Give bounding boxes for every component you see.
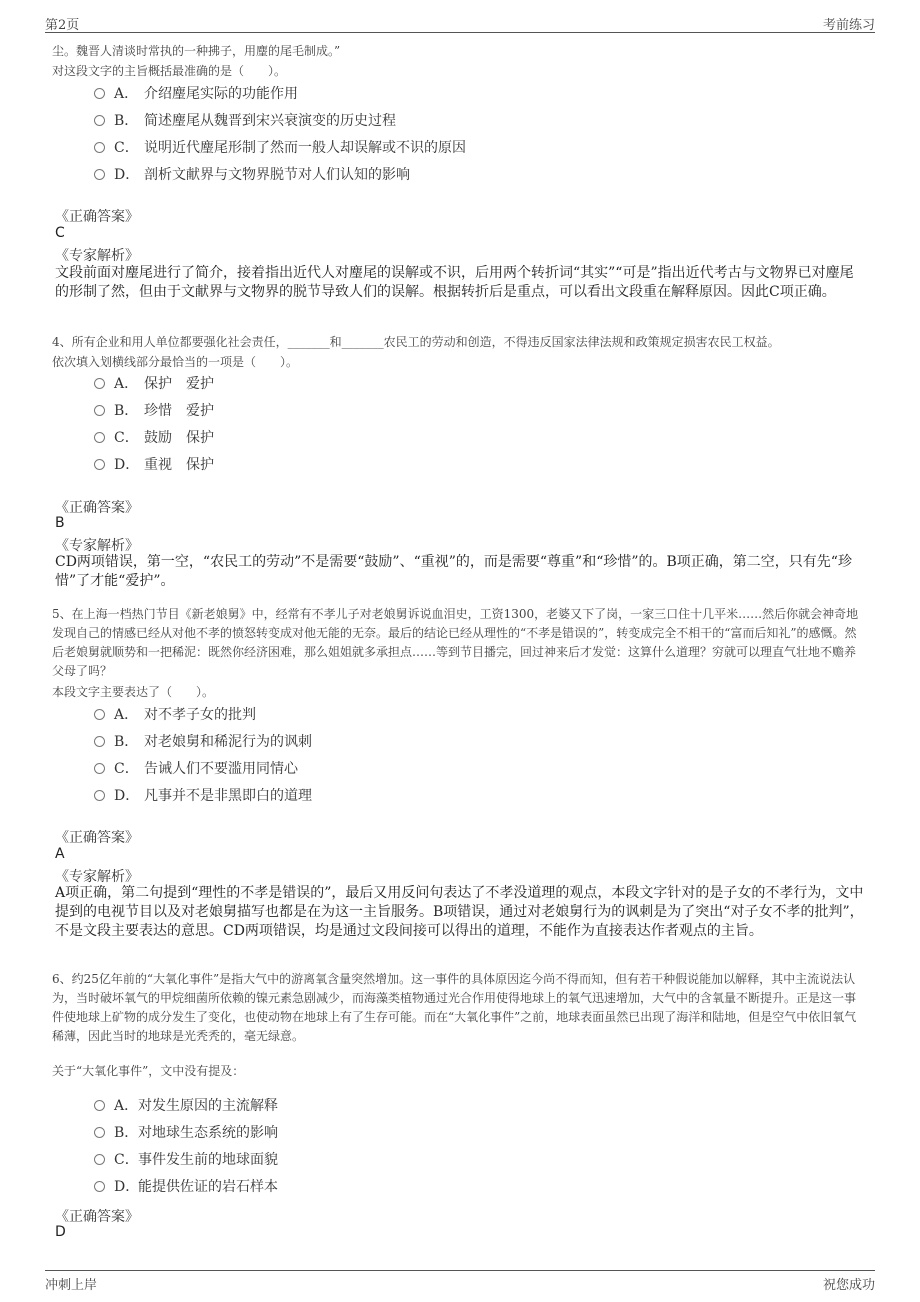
radio-icon[interactable] (94, 405, 105, 416)
q3-answer-label: 《正确答案》 (55, 209, 139, 225)
radio-icon[interactable] (94, 763, 105, 774)
q4-answer: B (55, 515, 65, 531)
option-text: 事件发生前的地球面貌 (138, 1152, 278, 1168)
q3-option-c[interactable]: C． 说明近代麈尾形制了然而一般人却误解或不识的原因 (94, 138, 466, 158)
page-header (45, 12, 875, 33)
q3-intro-tail: 尘。魏晋人清谈时常执的一种拂子，用麈的尾毛制成。” (52, 44, 341, 58)
q3-option-a[interactable]: A． 介绍麈尾实际的功能作用 (94, 84, 298, 104)
q4-question: 4、所有企业和用人单位都要强化社会责任，_______和_______农民工的劳动和创造，不得违反国家法律法规和政策规定损害农民工权益。 (52, 335, 780, 349)
q6-option-d[interactable]: D．能提供佐证的岩石样本 (94, 1177, 278, 1197)
q4-stem: 依次填入划横线部分最恰当的一项是（ ）。 (52, 355, 299, 369)
radio-icon[interactable] (94, 1154, 105, 1165)
q4-analysis-label: 《专家解析》 (55, 538, 139, 554)
q3-option-b[interactable]: B． 简述麈尾从魏晋到宋兴衰演变的历史过程 (94, 111, 396, 131)
q4-option-d[interactable]: D． 重视 保护 (94, 455, 214, 475)
option-text: 对发生原因的主流解释 (138, 1098, 278, 1114)
q6-option-c[interactable]: C．事件发生前的地球面貌 (94, 1150, 278, 1170)
option-text: 凡事并不是非黑即白的道理 (144, 788, 312, 804)
q6-question: 6、约25亿年前的“大氧化事件”是指大气中的游离氧含量突然增加。这一事件的具体原因迄今尚不得而知，但有若干种假说能加以解释，其中主流说法认为，当时破坏氧气的甲烷细菌所依赖的镍元素急剧减少，而海藻类植物通过光合作用使得地球上的氧气迅速增加，大气中的含氧量不断提升。正是这一事件使地球上矿物的成分发生了变化，也使动物在地球上有了生存可能。而在“大氧化事件”之前，地球表面虽然已出现了海洋和陆地，但是空气中依旧氧气稀薄，因此当时的地球是光秃秃的，毫无绿意。 (52, 972, 857, 1043)
page-footer (45, 1270, 875, 1295)
footer-left-text: 冲刺上岸 (45, 1278, 98, 1293)
option-text: 保护 爱护 (144, 376, 214, 392)
q5-answer-label: 《正确答案》 (55, 830, 139, 846)
option-text: 珍惜 爱护 (144, 403, 214, 419)
radio-icon[interactable] (94, 1181, 105, 1192)
radio-icon[interactable] (94, 790, 105, 801)
q3-stem: 对这段文字的主旨概括最准确的是（ ）。 (52, 64, 287, 78)
q6-answer: D (55, 1224, 66, 1240)
option-text: 对地球生态系统的影响 (138, 1125, 278, 1141)
q5-question: 5、在上海一档热门节目《新老娘舅》中，经常有不孝儿子对老娘舅诉说血泪史，工资1300，老婆又下了岗，一家三口住十几平米……然后你就会神奇地发现自己的情感已经从对他不孝的愤怒转变成对他无能的无奈。最后的结论已经从理性的“不孝是错误的”，转变成完全不相干的“富而后知礼”的感慨。然后老娘舅就顺势和一把稀泥：既然你经济困难，那么姐姐就多承担点……等到节目播完，回过神来后才发觉：这算什么道理？穷就可以理直气壮地不赡养父母了吗？ (52, 607, 859, 678)
q3-analysis-label: 《专家解析》 (55, 248, 139, 264)
radio-icon[interactable] (94, 142, 105, 153)
q6-option-a[interactable]: A．对发生原因的主流解释 (94, 1096, 278, 1116)
radio-icon[interactable] (94, 736, 105, 747)
q3-analysis: 文段前面对麈尾进行了简介，接着指出近代人对麈尾的误解或不识，后用两个转折词“其实”“可是”指出近代考古与文物界已对麈尾的形制了然，但由于文献界与文物界的脱节导致人们的误解。根据转折后是重点，可以看出文段重在解释原因。因此C项正确。 (55, 265, 854, 300)
option-text: 对不孝子女的批判 (144, 707, 256, 723)
radio-icon[interactable] (94, 378, 105, 389)
option-text: 鼓励 保护 (144, 430, 214, 446)
radio-icon[interactable] (94, 459, 105, 470)
q5-option-b[interactable]: B． 对老娘舅和稀泥行为的讽刺 (94, 732, 312, 752)
option-text: 能提供佐证的岩石样本 (138, 1179, 278, 1195)
option-text: 告诫人们不要滥用同情心 (144, 761, 298, 777)
q5-option-c[interactable]: C． 告诫人们不要滥用同情心 (94, 759, 298, 779)
q6-stem: 关于“大氧化事件”，文中没有提及： (52, 1064, 245, 1078)
radio-icon[interactable] (94, 169, 105, 180)
page-number: 第2页 (45, 18, 80, 33)
radio-icon[interactable] (94, 115, 105, 126)
option-text: 对老娘舅和稀泥行为的讽刺 (144, 734, 312, 750)
header-title: 考前练习 (822, 18, 875, 33)
option-text: 说明近代麈尾形制了然而一般人却误解或不识的原因 (144, 140, 466, 156)
q5-option-d[interactable]: D． 凡事并不是非黑即白的道理 (94, 786, 312, 806)
q6-answer-label: 《正确答案》 (55, 1209, 139, 1225)
q5-analysis: A项正确，第二句提到“理性的不孝是错误的”，最后又用反问句表达了不孝没道理的观点，本段文字针对的是子女的不孝行为，文中提到的电视节目以及对老娘舅描写也都是在为这一主旨服务。B项错误，通过对老娘舅行为的讽刺是为了突出“对子女不孝的批判”，不是文段主要表达的意思。CD两项错误，均是通过文段间接可以得出的道理，不能作为直接表达作者观点的主旨。 (55, 885, 864, 939)
q5-stem: 本段文字主要表达了（ ）。 (52, 685, 215, 699)
radio-icon[interactable] (94, 709, 105, 720)
footer-right-text: 祝您成功 (822, 1278, 875, 1293)
radio-icon[interactable] (94, 1100, 105, 1111)
q4-answer-label: 《正确答案》 (55, 500, 139, 516)
q5-answer: A (55, 846, 65, 862)
q4-option-b[interactable]: B． 珍惜 爱护 (94, 401, 214, 421)
option-text: 剖析文献界与文物界脱节对人们认知的影响 (144, 167, 410, 183)
option-text: 简述麈尾从魏晋到宋兴衰演变的历史过程 (144, 113, 396, 129)
q4-option-a[interactable]: A． 保护 爱护 (94, 374, 214, 394)
q3-answer: C (55, 225, 65, 241)
radio-icon[interactable] (94, 1127, 105, 1138)
q4-analysis: CD两项错误，第一空，“农民工的劳动”不是需要“鼓励”、“重视”的，而是需要“尊重”和“珍惜”的。B项正确，第二空，只有先“珍惜”了才能“爱护”。 (55, 554, 852, 589)
option-text: 重视 保护 (144, 457, 214, 473)
q5-analysis-label: 《专家解析》 (55, 869, 139, 885)
q6-option-b[interactable]: B．对地球生态系统的影响 (94, 1123, 278, 1143)
radio-icon[interactable] (94, 432, 105, 443)
q4-option-c[interactable]: C． 鼓励 保护 (94, 428, 214, 448)
q3-option-d[interactable]: D． 剖析文献界与文物界脱节对人们认知的影响 (94, 165, 410, 185)
radio-icon[interactable] (94, 88, 105, 99)
q5-option-a[interactable]: A． 对不孝子女的批判 (94, 705, 256, 725)
option-text: 介绍麈尾实际的功能作用 (144, 86, 298, 102)
